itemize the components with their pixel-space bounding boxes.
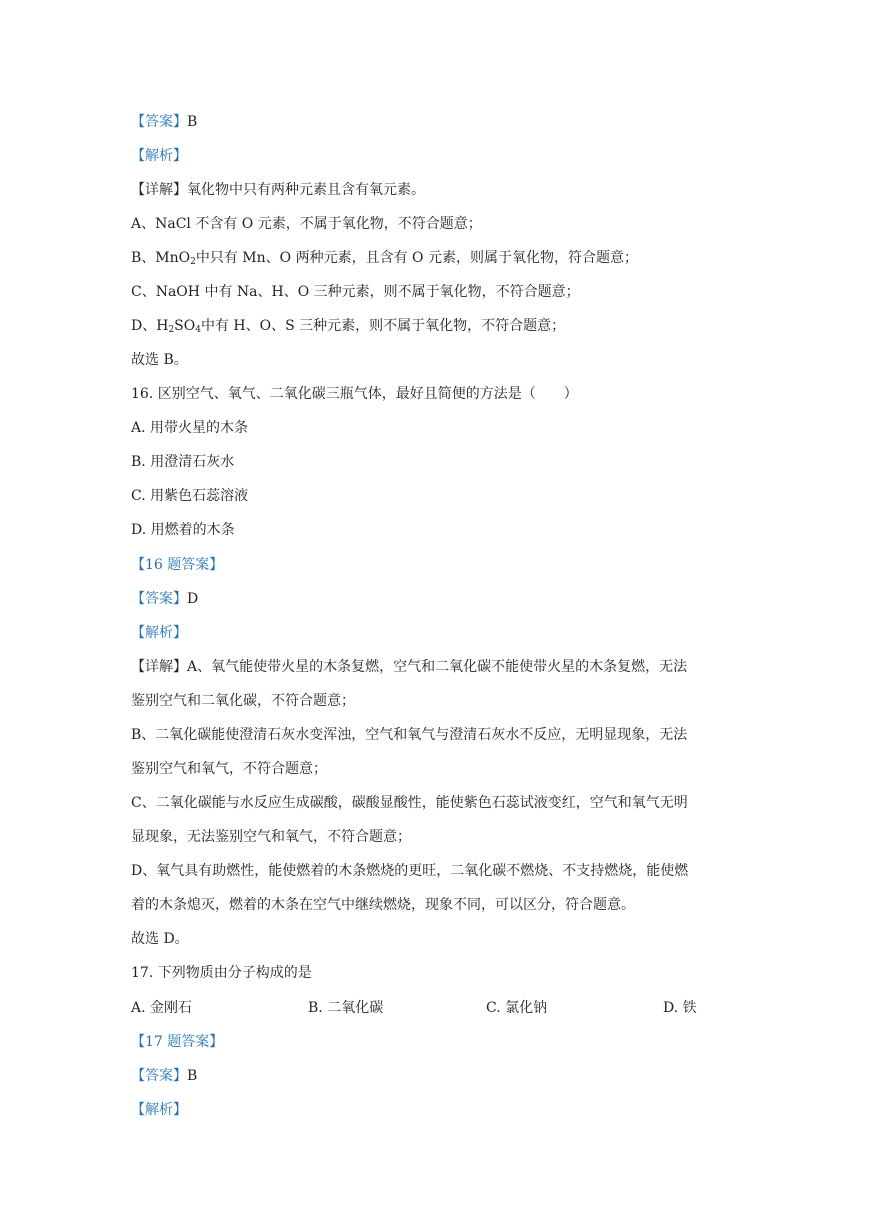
detail-tag: 【详解】 [131, 182, 187, 198]
analysis-line [131, 147, 187, 165]
q16-option-b: B. 用澄清石灰水 [131, 454, 235, 470]
conclusion-line: 故选 B。 [131, 352, 188, 368]
line-d-sub2: 4 [195, 325, 201, 335]
q16-detail-line-4: 鉴别空气和氧气，不符合题意； [131, 761, 327, 777]
q16-detail-line-2: 鉴别空气和二氧化碳，不符合题意； [131, 693, 355, 709]
q16-detail-text-1: A、氧气能使带火星的木条复燃，空气和二氧化碳不能使带火星的木条复燃，无法 [187, 659, 688, 675]
line-b-pre: B、MnO [131, 250, 191, 266]
question-16-stem: 16. 区别空气、氧气、二氧化碳三瓶气体，最好且简便的方法是（ ） [131, 386, 578, 402]
q16-detail-line-3: B、二氧化碳能使澄清石灰水变浑浊，空气和氧气与澄清石灰水不反应，无明显现象，无法 [131, 727, 688, 743]
line-b-post: 中只有 Mn、O 两种元素，且含有 O 元素，则属于氧化物，符合题意； [195, 250, 638, 266]
line-d-post: 中有 H、O、S 三种元素，则不属于氧化物，不符合题意； [200, 318, 566, 334]
answer-tag: 【答案】 [131, 114, 187, 130]
line-b-sub: 2 [190, 257, 196, 267]
q16-answer-header: 【16 题答案】 [131, 557, 224, 573]
q16-conclusion: 故选 D。 [131, 931, 189, 947]
q16-analysis-line [131, 624, 187, 642]
q16-detail-line-1 [131, 658, 687, 676]
q16-option-d: D. 用燃着的木条 [131, 522, 235, 538]
q17-option-d: D. 铁 [663, 1000, 697, 1016]
analysis-tag: 【解析】 [131, 148, 187, 164]
explanation-line-b [131, 249, 638, 267]
q16-answer-tag: 【答案】 [131, 591, 187, 607]
line-d-sub1: 2 [168, 325, 175, 335]
answer-value: B [187, 114, 198, 130]
question-17-stem: 17. 下列物质由分子构成的是 [131, 965, 312, 981]
q17-answer-value: B [187, 1068, 198, 1084]
q16-option-a: A. 用带火星的木条 [131, 420, 249, 436]
q17-option-b: B. 二氧化碳 [308, 1000, 384, 1016]
q16-answer-value: D [187, 591, 199, 607]
q16-detail-line-7: D、氧气具有助燃性，能使燃着的木条燃烧的更旺，二氧化碳不燃烧、不支持燃烧，能使燃 [131, 863, 689, 879]
q17-analysis-line [131, 1101, 187, 1119]
q17-option-c: C. 氯化钠 [486, 1000, 548, 1016]
q16-detail-tag: 【详解】 [131, 659, 187, 675]
q16-detail-line-5: C、二氧化碳能与水反应生成碳酸，碳酸显酸性，能使紫色石蕊试液变红，空气和氧气无明 [131, 795, 688, 811]
q17-options-row [131, 999, 751, 1017]
line-d-pre: D、H [131, 318, 169, 334]
q16-option-c: C. 用紫色石蕊溶液 [131, 488, 249, 504]
answer-line [131, 113, 197, 131]
line-d-mid: SO [174, 318, 196, 334]
q17-answer-tag: 【答案】 [131, 1068, 187, 1084]
explanation-line-c: C、NaOH 中有 Na、H、O 三种元素，则不属于氧化物，不符合题意； [131, 284, 580, 300]
explanation-line-a: A、NaCl 不含有 O 元素，不属于氧化物，不符合题意； [131, 216, 482, 232]
explanation-line-d [131, 317, 565, 335]
q16-analysis-tag: 【解析】 [131, 625, 187, 641]
q17-answer-line [131, 1067, 197, 1085]
detail-text: 氧化物中只有两种元素且含有氧元素。 [187, 182, 425, 198]
q17-analysis-tag: 【解析】 [131, 1102, 187, 1118]
q17-option-a: A. 金刚石 [131, 1000, 193, 1016]
q16-detail-line-8: 着的木条熄灭，燃着的木条在空气中继续燃烧，现象不同，可以区分，符合题意。 [131, 897, 635, 913]
q16-answer-line [131, 590, 198, 608]
q17-answer-header: 【17 题答案】 [131, 1034, 224, 1050]
q16-detail-line-6: 显现象，无法鉴别空气和氧气，不符合题意； [131, 829, 411, 845]
detail-line [131, 181, 425, 199]
